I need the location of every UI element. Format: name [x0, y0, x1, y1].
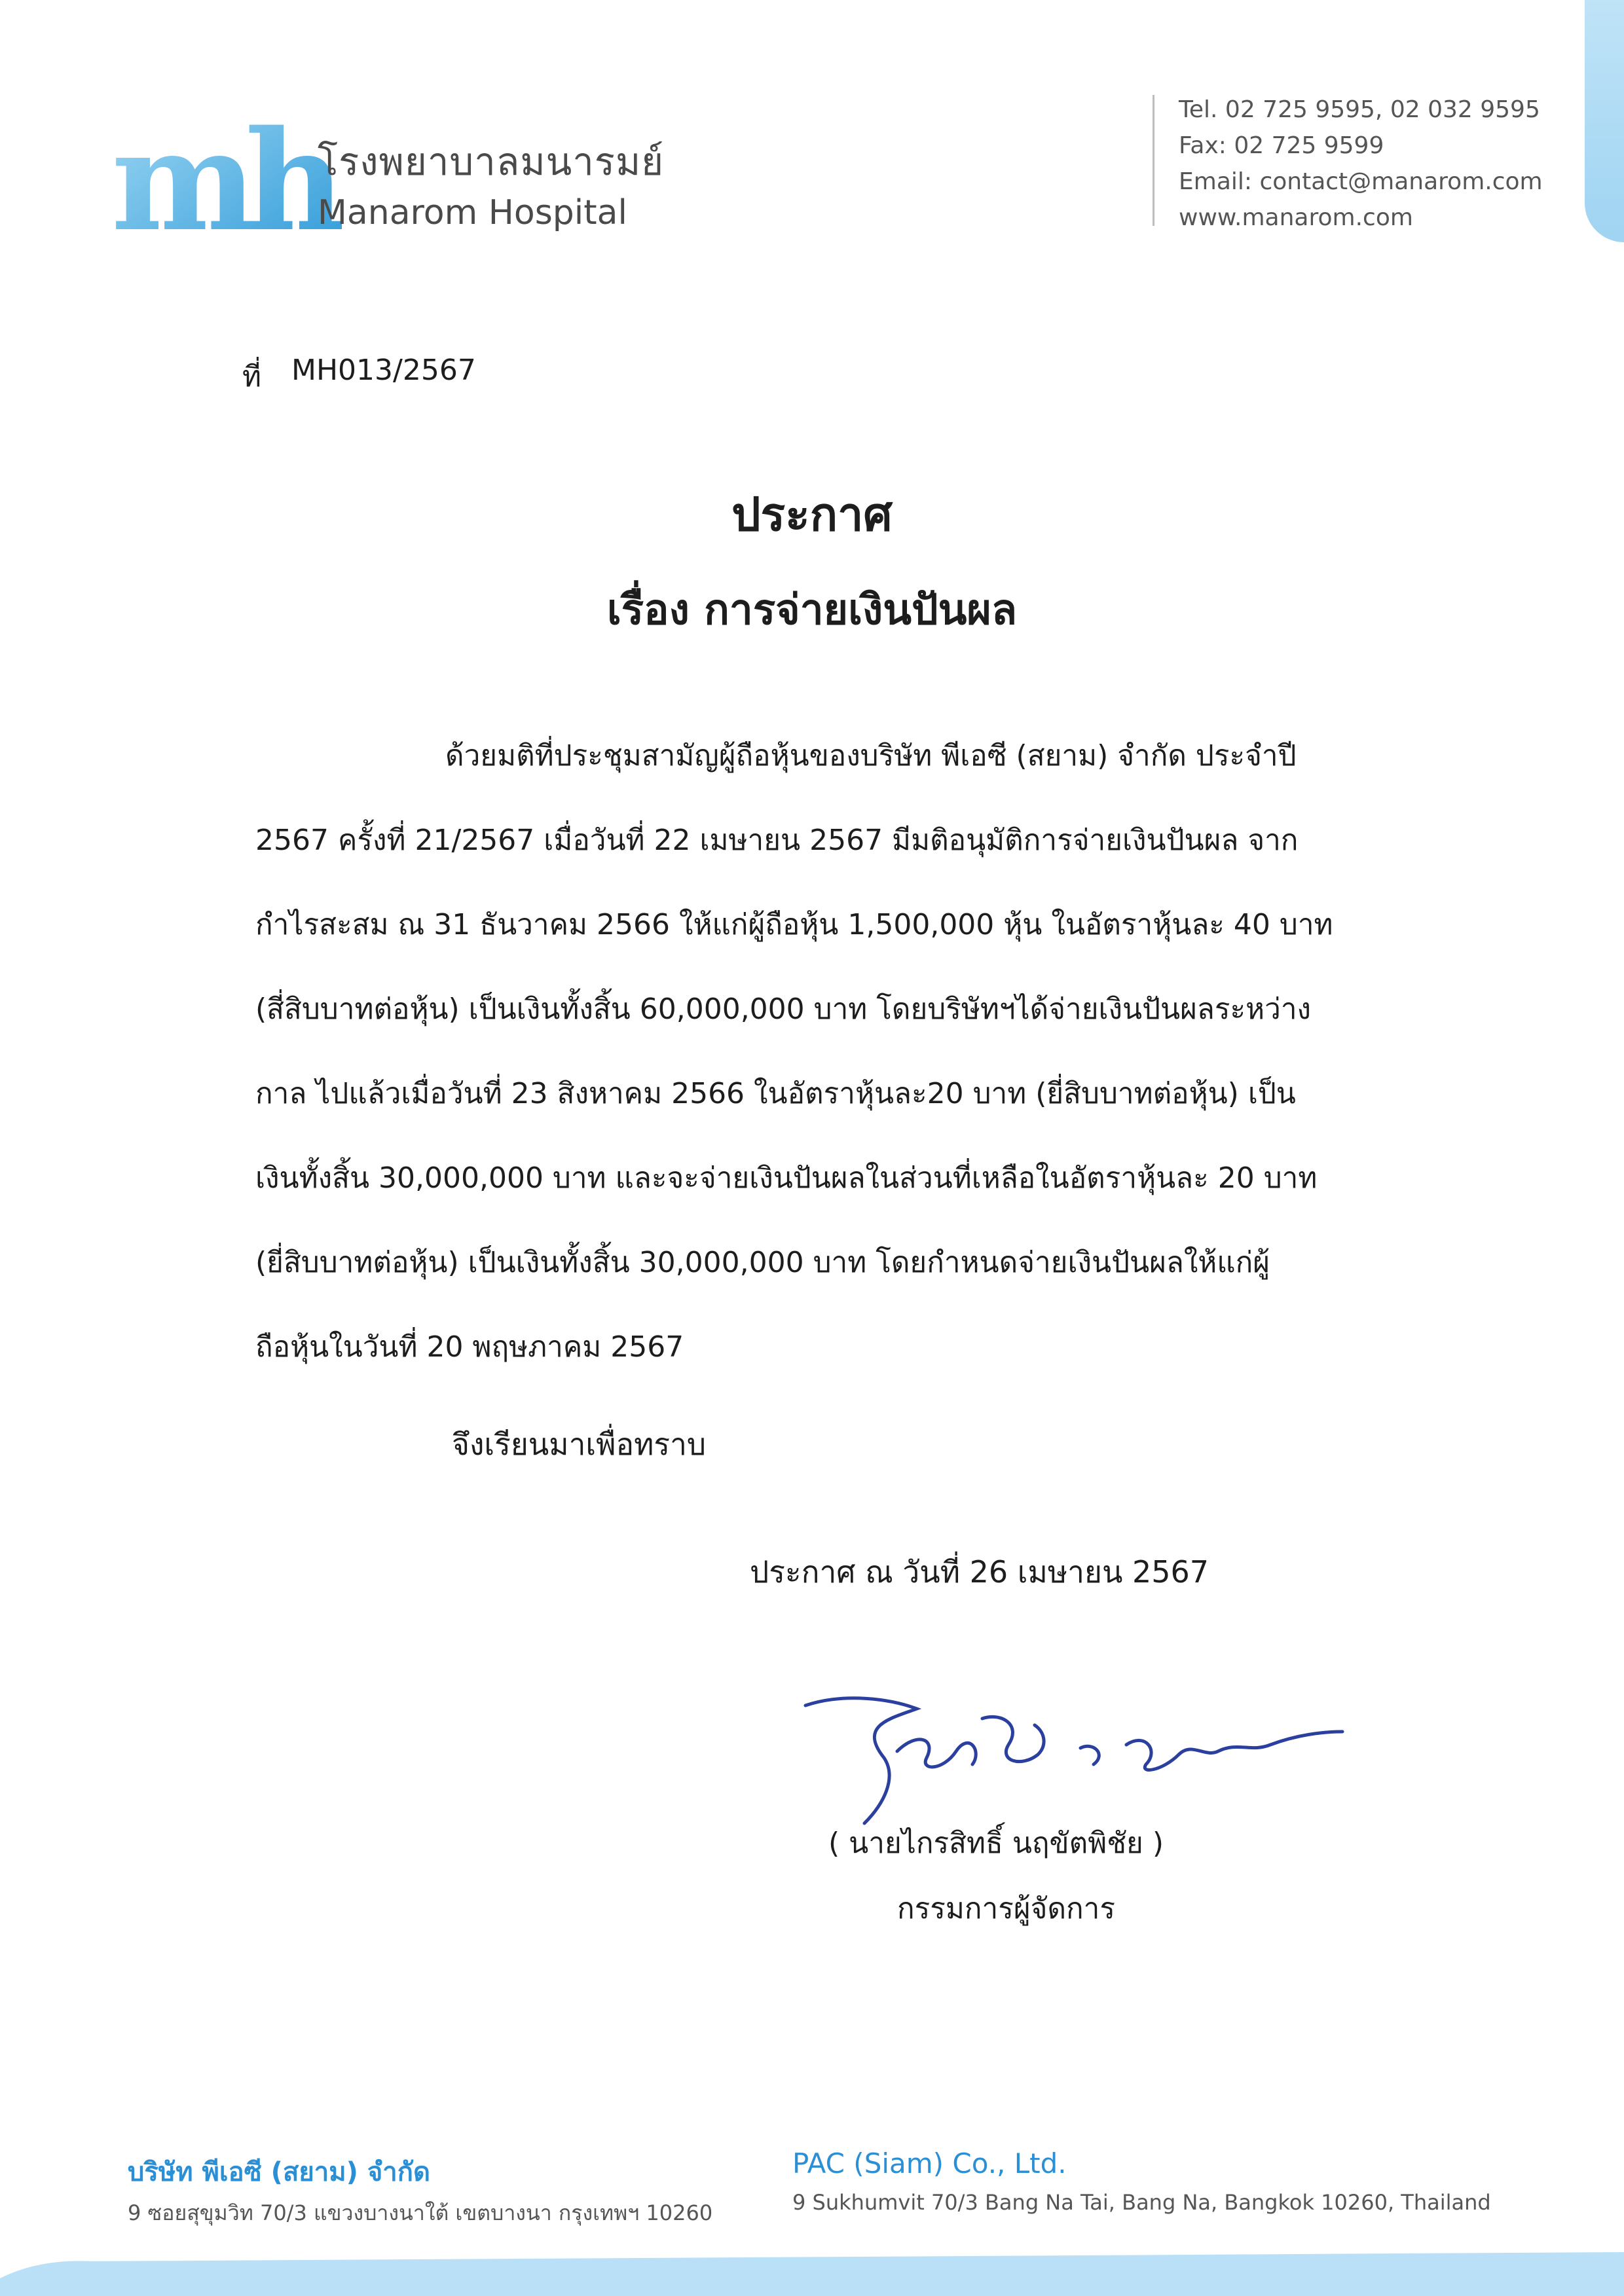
signer-name: ( นายไกรสิทธิ์ นฤขัตพิชัย ) [828, 1827, 1164, 1860]
body-line: กาล ไปแล้วเมื่อวันที่ 23 สิงหาคม 2566 ในอัตราหุ้นละ20 บาท (ยี่สิบบาทต่อหุ้น) เป็น [255, 1077, 1296, 1110]
manarom-logo-icon [111, 100, 333, 262]
announcement-date: ประกาศ ณ วันที่ 26 เมษายน 2567 [750, 1554, 1209, 1590]
svg-text:mh: mh [111, 100, 333, 262]
reference-label: ที่ [242, 360, 262, 393]
contact-divider [1153, 95, 1154, 226]
contact-website: www.manarom.com [1179, 204, 1413, 231]
footer-address-english: 9 Sukhumvit 70/3 Bang Na Tai, Bang Na, Bangkok 10260, Thailand [792, 2190, 1491, 2215]
closing-text: จึงเรียนมาเพื่อทราบ [452, 1427, 707, 1462]
footer-company-thai: บริษัท พีเอซี (สยาม) จำกัด [128, 2157, 430, 2187]
document-subject: เรื่อง การจ่ายเงินปันผล [606, 585, 1018, 634]
body-line: ด้วยมติที่ประชุมสามัญผู้ถือหุ้นของบริษัท พีเอซี (สยาม) จำกัด ประจำปี [445, 739, 1297, 773]
body-line: เงินทั้งสิ้น 30,000,000 บาท และจะจ่ายเงินปันผลในส่วนที่เหลือในอัตราหุ้นละ 20 บาท [255, 1161, 1318, 1195]
reference-number: MH013/2567 [291, 354, 476, 387]
announcement-body [255, 714, 1401, 1389]
hospital-name-english: Manarom Hospital [318, 193, 627, 232]
footer-address-thai: 9 ซอยสุขุมวิท 70/3 แขวงบางนาใต้ เขตบางนา กรุงเทพฯ 10260 [128, 2200, 713, 2225]
signer-title: กรรมการผู้จัดการ [897, 1892, 1116, 1925]
decorative-blue-footer-band [0, 2252, 1624, 2296]
body-line: (สี่สิบบาทต่อหุ้น) เป็นเงินทั้งสิ้น 60,000,000 บาท โดยบริษัทฯได้จ่ายเงินปันผลระหว่าง [255, 993, 1312, 1026]
footer-company-english: PAC (Siam) Co., Ltd. [792, 2147, 1067, 2179]
body-line: 2567 ครั้งที่ 21/2567 เมื่อวันที่ 22 เมษายน 2567 มีมติอนุมัติการจ่ายเงินปันผล จาก [255, 824, 1299, 857]
contact-info [1179, 92, 1543, 236]
body-line: ถือหุ้นในวันที่ 20 พฤษภาคม 2567 [255, 1330, 684, 1364]
contact-email: Email: contact@manarom.com [1179, 168, 1543, 195]
hospital-name-thai: โรงพยาบาลมนารมย์ [318, 139, 665, 184]
contact-fax: Fax: 02 725 9599 [1179, 132, 1384, 159]
decorative-blue-strip [1585, 0, 1624, 242]
body-line: (ยี่สิบบาทต่อหุ้น) เป็นเงินทั้งสิ้น 30,000,000 บาท โดยกำหนดจ่ายเงินปันผลให้แก่ผู้ [255, 1246, 1270, 1279]
contact-tel: Tel. 02 725 9595, 02 032 9595 [1179, 96, 1540, 123]
body-line: กำไรสะสม ณ 31 ธันวาคม 2566 ให้แก่ผู้ถือหุ้น 1,500,000 หุ้น ในอัตราหุ้นละ 40 บาท [255, 908, 1333, 941]
document-title: ประกาศ [731, 487, 893, 541]
